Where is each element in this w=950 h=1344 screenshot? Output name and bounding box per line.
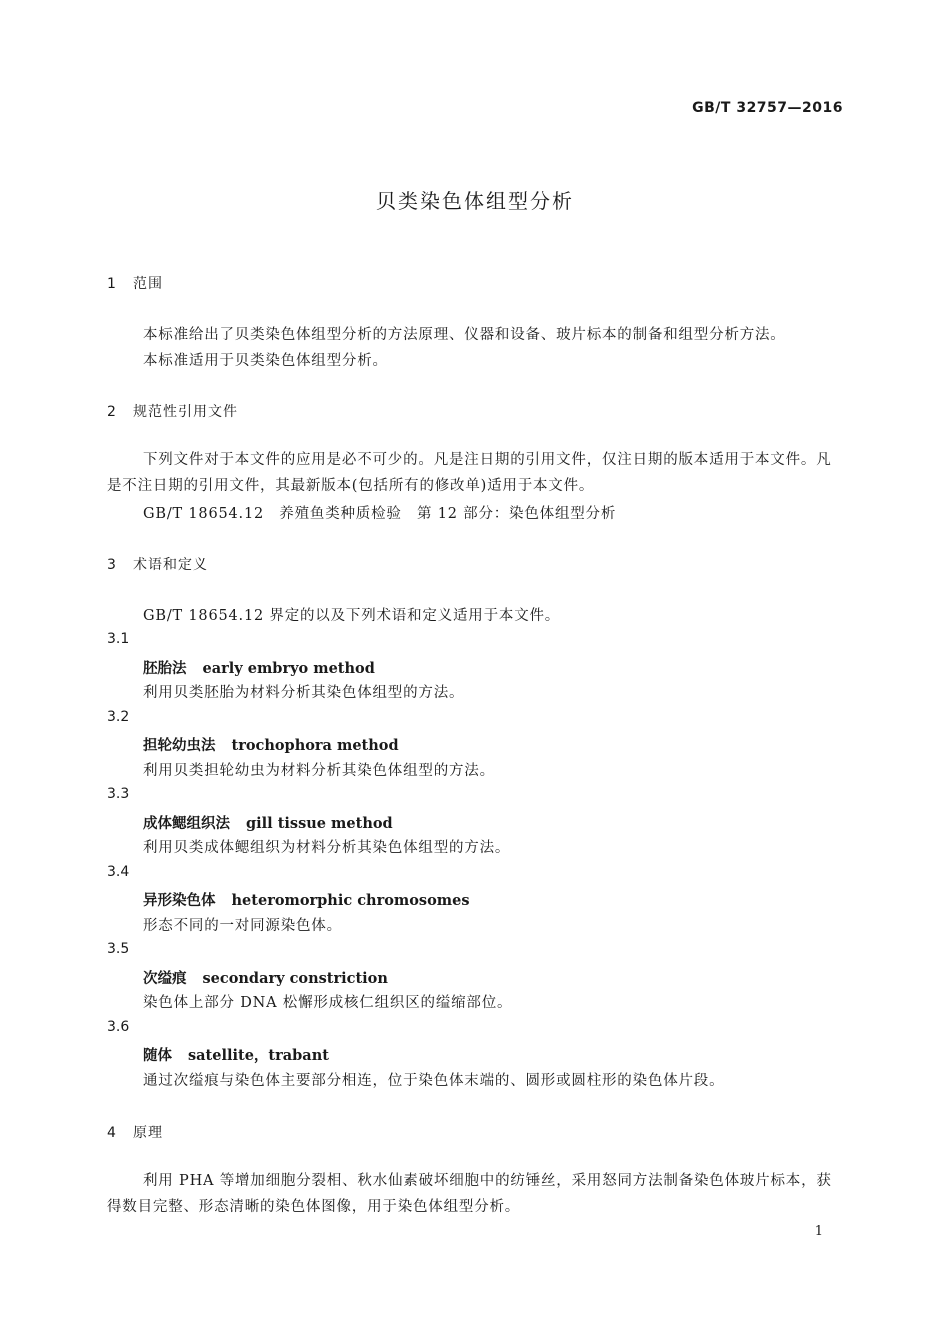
section-number: 1: [107, 276, 117, 292]
term-number: 3.6: [107, 1019, 130, 1035]
term-number: 3.1: [107, 631, 130, 647]
term-number: 3.5: [107, 941, 130, 957]
section-number: 2: [107, 404, 117, 420]
term-name: 胚胎法 early embryo method: [143, 660, 375, 677]
term-name: 次缢痕 secondary constriction: [143, 970, 388, 987]
term-name: 异形染色体 heteromorphic chromosomes: [143, 892, 470, 909]
reference-entry: GB/T 18654.12 养殖鱼类种质检验 第 12 部分：染色体组型分析: [143, 506, 617, 522]
term-number: 3.4: [107, 864, 130, 880]
section-heading-terms-definitions: [107, 554, 208, 574]
term-number: 3.3: [107, 786, 130, 802]
term-definition: 通过次缢痕与染色体主要部分相连，位于染色体末端的、圆形或圆柱形的染色体片段。: [143, 1073, 725, 1089]
term-definition: 利用贝类成体鳃组织为材料分析其染色体组型的方法。: [143, 840, 511, 856]
term-definition: 利用贝类胚胎为材料分析其染色体组型的方法。: [143, 685, 465, 701]
term-number: 3.2: [107, 709, 130, 725]
page-number: 1: [814, 1224, 823, 1239]
section-title: 原理: [133, 1125, 163, 1141]
paragraph: 利用 PHA 等增加细胞分裂相、秋水仙素破坏细胞中的纺锤丝，采用怒同方法制备染色体玻片标本，获得数目完整、形态清晰的染色体图像，用于染色体组型分析。: [107, 1173, 832, 1215]
term-definition: 染色体上部分 DNA 松懈形成核仁组织区的缢缩部位。: [143, 995, 513, 1011]
standard-code: GB/T 32757—2016: [692, 100, 843, 116]
section-heading-scope: [107, 273, 163, 293]
document-title: 贝类染色体组型分析: [376, 189, 574, 213]
section-number: 3: [107, 557, 117, 573]
term-definition: 形态不同的一对同源染色体。: [143, 918, 342, 934]
section-heading-normative-references: [107, 401, 238, 421]
term-definition: 利用贝类担轮幼虫为材料分析其染色体组型的方法。: [143, 763, 495, 779]
paragraph: GB/T 18654.12 界定的以及下列术语和定义适用于本文件。: [143, 608, 561, 624]
section-title: 规范性引用文件: [133, 404, 238, 420]
section-number: 4: [107, 1125, 117, 1141]
term-name: 担轮幼虫法 trochophora method: [143, 737, 399, 754]
paragraph: 本标准给出了贝类染色体组型分析的方法原理、仪器和设备、玻片标本的制备和组型分析方法。: [143, 327, 786, 343]
term-name: 随体 satellite，trabant: [143, 1047, 329, 1064]
paragraph: 下列文件对于本文件的应用是必不可少的。凡是注日期的引用文件，仅注日期的版本适用于本文件。凡是不注日期的引用文件，其最新版本(包括所有的修改单)适用于本文件。: [107, 452, 832, 494]
section-title: 范围: [133, 276, 163, 292]
paragraph: 本标准适用于贝类染色体组型分析。: [143, 353, 388, 369]
section-heading-principle: [107, 1122, 163, 1142]
term-name: 成体鳃组织法 gill tissue method: [143, 815, 393, 832]
section-title: 术语和定义: [133, 557, 208, 573]
